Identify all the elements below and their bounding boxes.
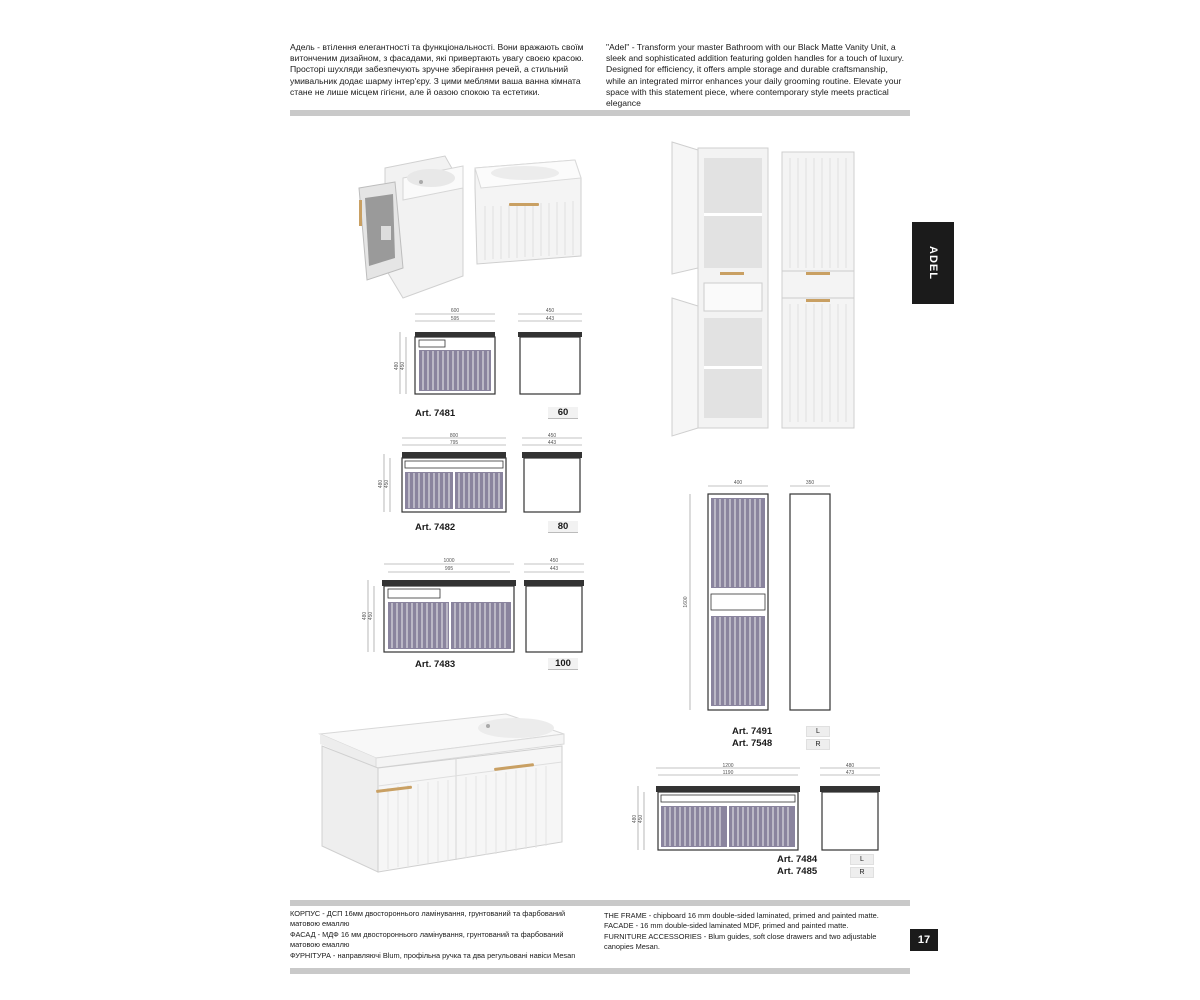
dim-width-outer: 1200 — [722, 763, 734, 769]
article-column — [732, 726, 772, 750]
intro-text-ua: Адель - втілення елегантності та функціональності. Вони вражають своїм витонченим дизайном, з фасадами, які привертають увагу своєю красою. Просторі шухляди забезпечують зручне зберігання речей, а стильний умивальник додає шарму інтер'єру. З цими меблями ваша ванна кімната стане не лише місцем гігієни, але й оазою спокою та естетики. — [290, 42, 584, 97]
side-label-l: L — [806, 726, 830, 737]
size-60: 60 — [548, 407, 578, 419]
dim-height-outer: 480 — [378, 479, 384, 489]
dim-height-inner: 450 — [400, 361, 406, 371]
u120-side-labels — [850, 854, 874, 878]
dim-height-outer: 480 — [394, 361, 400, 371]
wide-vanity-photo — [316, 706, 566, 874]
dim-height-outer: 480 — [362, 611, 368, 621]
side-label-r: R — [850, 867, 874, 878]
spec-ua-facade: ФАСАД - МДФ 16 мм двостороннього ламінування, грунтований та фарбований матовою емаллю — [290, 929, 564, 950]
spec-en-facade: FACADE - 16 mm double-sided laminated MDF, primed and painted matte. — [604, 921, 849, 931]
article-7485: Art. 7485 — [777, 866, 818, 877]
drawing-7483 — [358, 554, 594, 658]
series-tab-label: ADEL — [926, 246, 939, 280]
dim-depth-outer: 450 — [545, 308, 555, 314]
spec-ua-hardware: ФУРНІТУРА - направляючі Blum, профільна ручка та два регульовані навіси Mesan — [290, 950, 576, 960]
side-label-r: R — [806, 739, 830, 750]
dim-depth-outer: 450 — [547, 433, 557, 439]
column-photo — [668, 138, 868, 438]
specs-en — [604, 911, 904, 953]
spec-ua-frame: КОРПУС - ДСП 16мм двостороннього ламінування, грунтований та фарбований матовою емаллю — [290, 909, 566, 929]
specs-ua — [290, 909, 590, 961]
dim-width-outer: 1000 — [443, 558, 455, 564]
dim-depth-outer: 450 — [549, 558, 559, 564]
article-7481: Art. 7481 — [415, 408, 456, 419]
article-120 — [777, 854, 817, 878]
intro-text-en: "Adel" - Transform your master Bathroom with our Black Matte Vanity Unit, a sleek and sophisticated addition featuring golden handles for a touch of luxury. Designed for efficiency, it offers ample storage and durable craftsmanship, while an integrated mirror enhances your daily grooming routine. Elevate your space with this statement piece, where contemporary style meets practical elegance — [606, 42, 904, 109]
dim-height-inner: 450 — [368, 611, 374, 621]
dim-height: 1600 — [683, 596, 689, 608]
bottom-rule-top — [290, 900, 910, 906]
spec-en-hardware: FURNITURE ACCESSORIES - Blum guides, soft close drawers and two adjustable canopies Mesan. — [604, 931, 877, 952]
dim-width-inner: 995 — [444, 566, 454, 572]
dim-depth-inner: 443 — [545, 316, 555, 322]
dim-height-inner: 450 — [638, 814, 644, 824]
bottom-rule — [290, 968, 910, 974]
drawing-column — [672, 474, 862, 714]
dim-width-inner: 1190 — [722, 770, 734, 776]
article-7483: Art. 7483 — [415, 659, 456, 670]
article-7491: Art. 7491 — [732, 726, 773, 737]
dim-width-outer: 600 — [450, 308, 460, 314]
drawing-7481 — [392, 304, 592, 406]
article-7484: Art. 7484 — [777, 854, 818, 865]
top-rule — [290, 110, 910, 116]
spec-en-frame: THE FRAME - chipboard 16 mm double-sided laminated, primed and painted matte. — [604, 911, 879, 920]
side-label-l: L — [850, 854, 874, 865]
page-number: 17 — [910, 929, 938, 951]
column-side-labels — [806, 726, 830, 750]
article-7482: Art. 7482 — [415, 522, 456, 533]
dim-depth-inner: 443 — [547, 440, 557, 446]
vanity-photo-open-drawer — [345, 148, 585, 300]
drawing-7484 — [630, 762, 890, 854]
dim-height-outer: 480 — [632, 814, 638, 824]
dim-width-outer: 800 — [449, 433, 459, 439]
dim-depth: 350 — [805, 480, 815, 486]
dim-depth-inner: 473 — [845, 770, 855, 776]
dim-width-inner: 595 — [450, 316, 460, 322]
dim-depth-inner: 443 — [549, 566, 559, 572]
series-tab — [912, 222, 954, 304]
dim-height-inner: 450 — [384, 479, 390, 489]
dim-depth-outer: 480 — [845, 763, 855, 769]
dim-width: 400 — [733, 480, 743, 486]
dim-width-inner: 795 — [449, 440, 459, 446]
size-80: 80 — [548, 521, 578, 533]
article-7548: Art. 7548 — [732, 738, 773, 749]
drawing-7482 — [372, 432, 592, 518]
size-100: 100 — [548, 658, 578, 670]
